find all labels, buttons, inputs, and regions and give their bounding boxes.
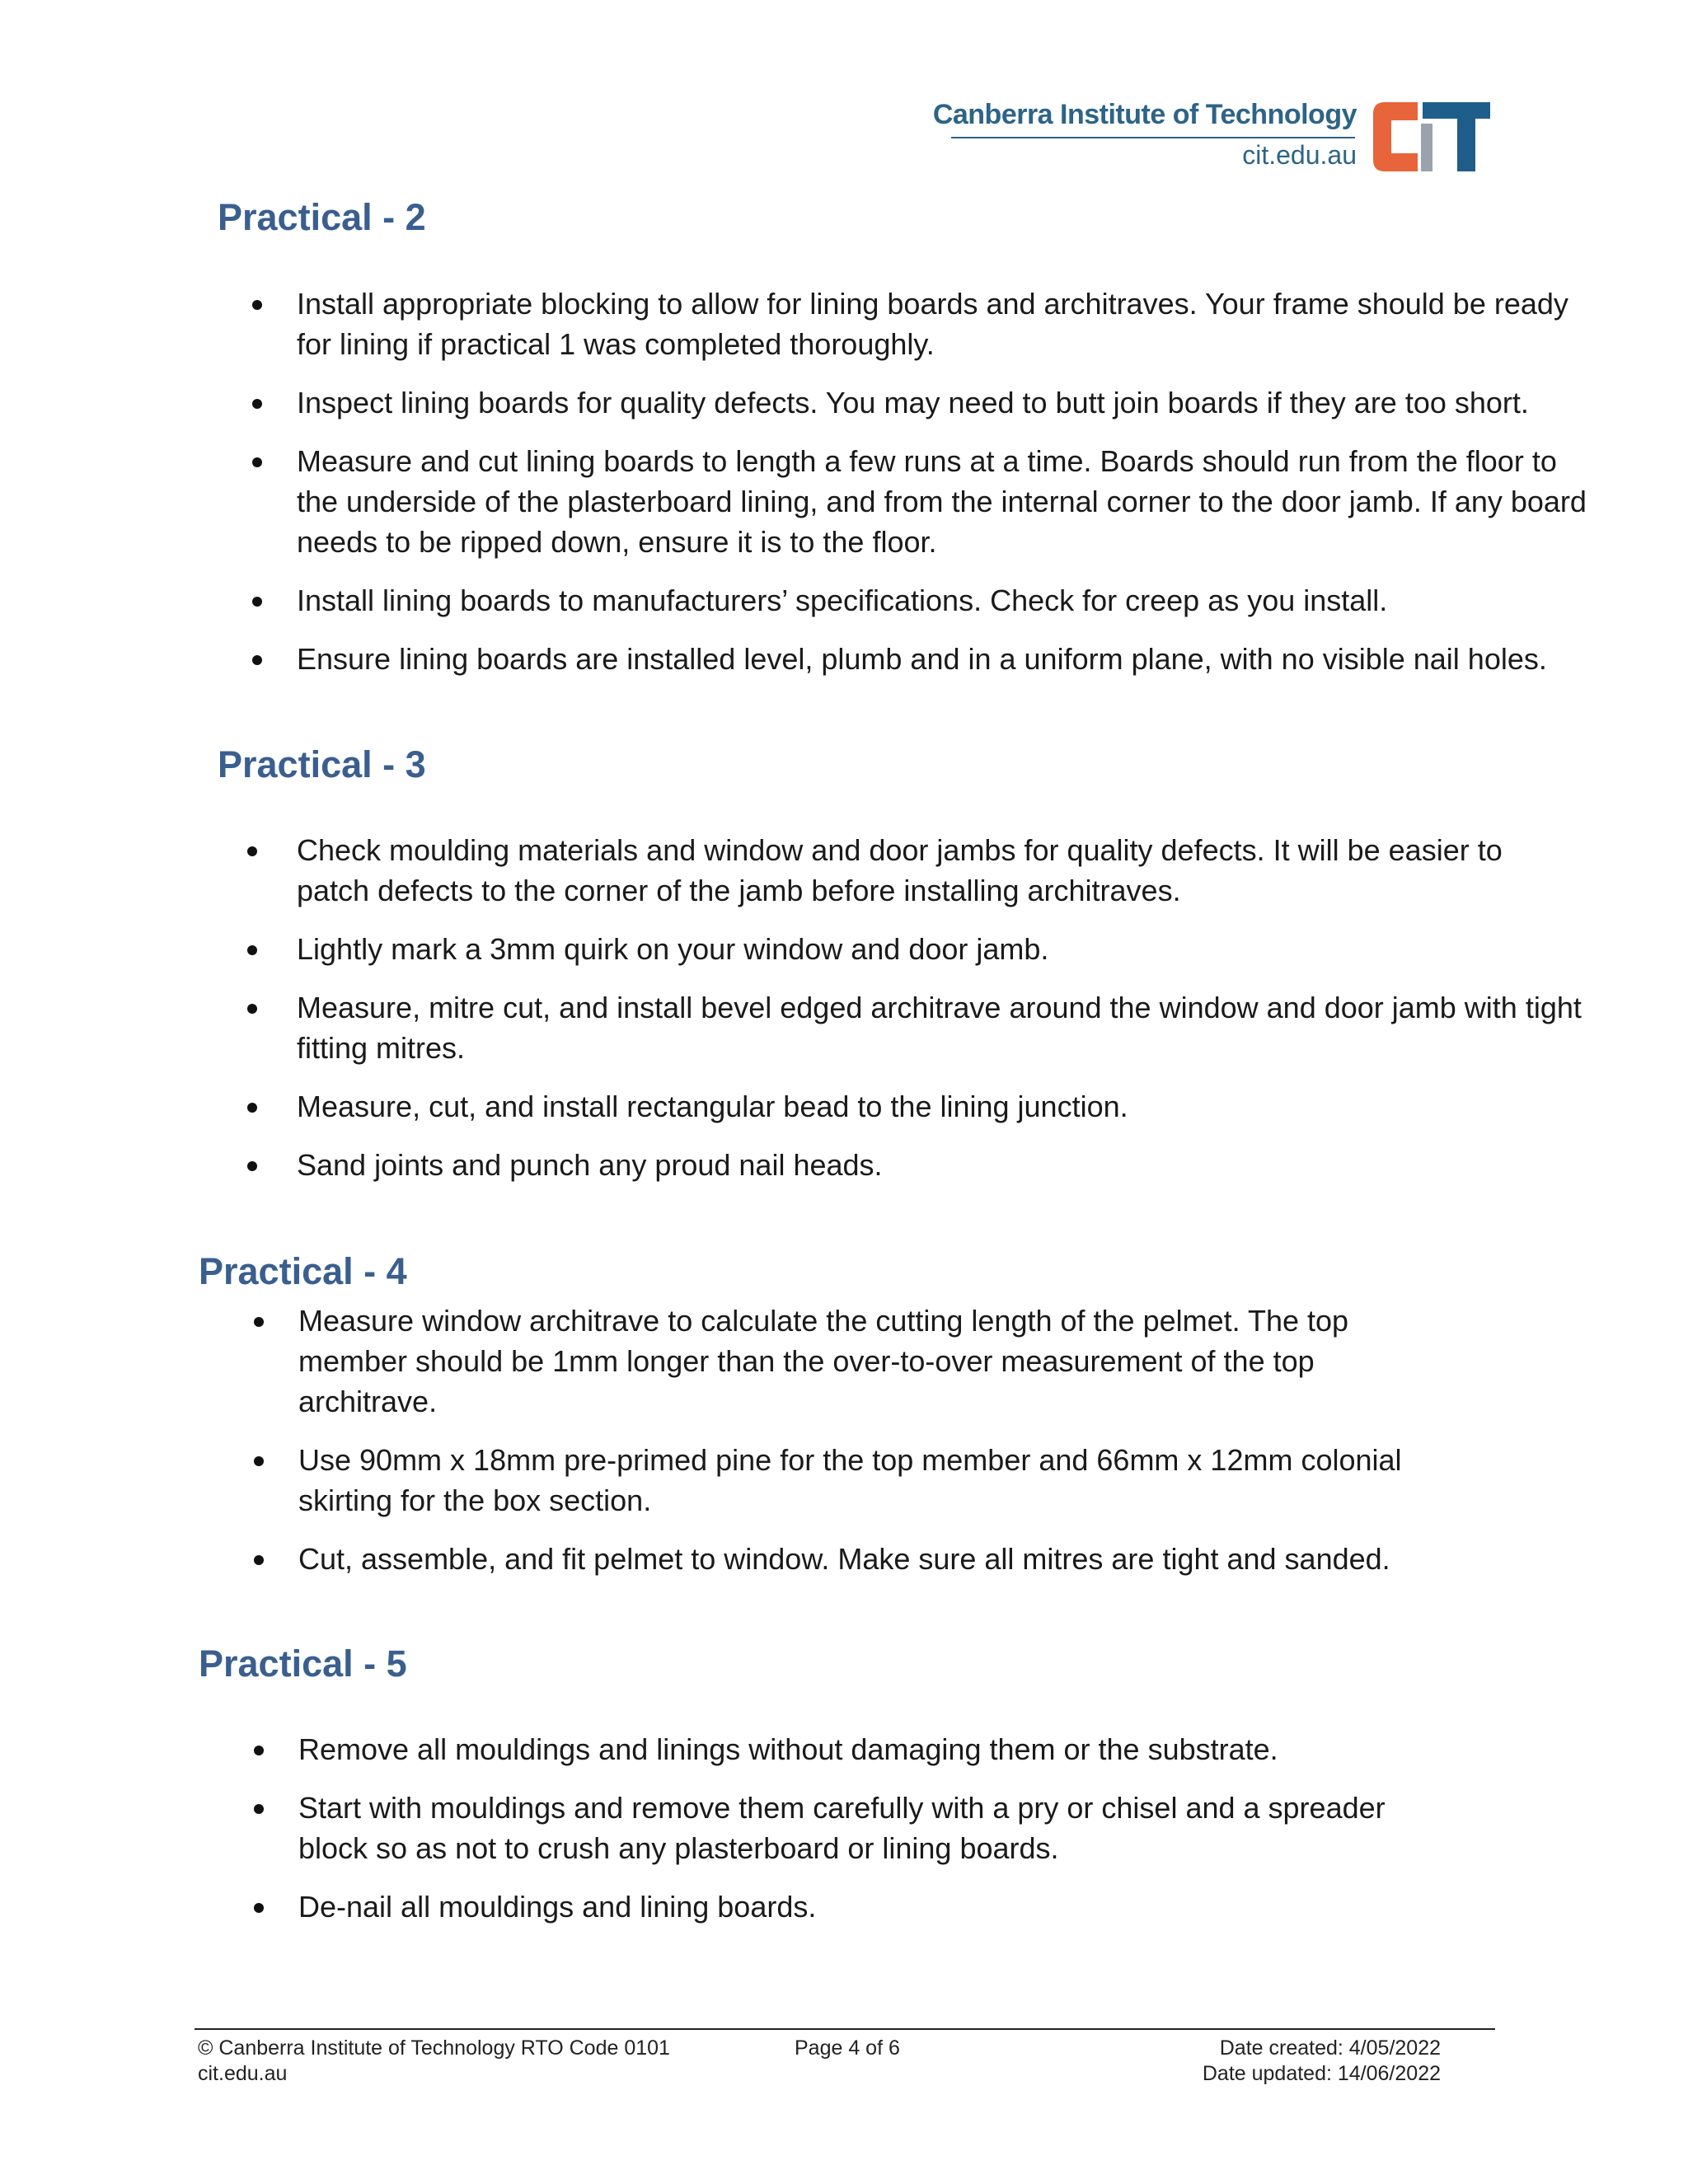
bullet-icon — [254, 1456, 264, 1466]
logo-org-name: Canberra Institute of Technology — [932, 99, 1357, 130]
footer-website: cit.edu.au — [198, 2062, 288, 2085]
logo-rule — [951, 137, 1355, 138]
bullet-icon — [252, 655, 262, 665]
bullet-list — [298, 1729, 1436, 1927]
list-item — [297, 830, 1582, 911]
logo-url: cit.edu.au — [1242, 140, 1357, 170]
list-item — [297, 987, 1582, 1068]
list-item-text: Remove all mouldings and linings without damaging them or the substrate. — [298, 1732, 1278, 1766]
footer-divider — [195, 2028, 1495, 2030]
bullet-icon — [254, 1555, 264, 1565]
list-item — [297, 639, 1599, 679]
list-item — [298, 1440, 1403, 1521]
bullet-icon — [254, 1903, 264, 1913]
list-item-text: Measure window architrave to calculate the cutting length of the pelmet. The top member should be 1mm longer than the over-to-over measurement of the top architrave. — [298, 1304, 1349, 1418]
list-item — [298, 1539, 1403, 1579]
list-item — [297, 929, 1582, 969]
list-item-text: Lightly mark a 3mm quirk on your window and door jamb. — [297, 932, 1049, 966]
section-heading: Practical - 3 — [218, 743, 426, 785]
list-item — [297, 1145, 1582, 1185]
bullet-icon — [247, 1161, 257, 1171]
list-item-text: Sand joints and punch any proud nail heads. — [297, 1148, 883, 1182]
list-item — [298, 1788, 1436, 1868]
bullet-icon — [254, 1317, 264, 1327]
footer-copyright: © Canberra Institute of Technology RTO Code 0101 — [198, 2036, 670, 2060]
footer-page-number: Page 4 of 6 — [795, 2036, 900, 2060]
list-item-text: Install lining boards to manufacturers’ specifications. Check for creep as you install. — [297, 583, 1388, 617]
list-item-text: Install appropriate blocking to allow for lining boards and architraves. Your frame should be ready for lining if practical 1 was completed thoroughly. — [297, 287, 1568, 361]
list-item-text: Use 90mm x 18mm pre-primed pine for the top member and 66mm x 12mm colonial skirting for the box section. — [298, 1443, 1402, 1517]
list-item-text: Measure, cut, and install rectangular bead to the lining junction. — [297, 1090, 1128, 1123]
bullet-icon — [254, 1804, 264, 1814]
bullet-icon — [252, 300, 262, 310]
list-item — [298, 1729, 1436, 1769]
bullet-icon — [247, 1103, 257, 1113]
bullet-icon — [254, 1746, 264, 1755]
list-item-text: Measure and cut lining boards to length a few runs at a time. Boards should run from the floor to the underside of the plasterboard lining, and from the internal corner to the door jamb. If any board needs to be ripped down, ensure it is to the floor. — [297, 444, 1587, 559]
bullet-list — [297, 284, 1599, 679]
bullet-icon — [247, 945, 257, 955]
list-item-text: Cut, assemble, and fit pelmet to window. Make sure all mitres are tight and sanded. — [298, 1542, 1390, 1576]
section-heading: Practical - 2 — [218, 196, 426, 238]
bullet-icon — [252, 457, 262, 467]
bullet-list — [297, 830, 1582, 1185]
bullet-icon — [247, 1004, 257, 1014]
footer-date-updated: Date updated: 14/06/2022 — [1202, 2062, 1441, 2085]
list-item — [297, 382, 1599, 423]
list-item-text: Check moulding materials and window and door jambs for quality defects. It will be easier to patch defects to the corner of the jamb before installing architraves. — [297, 833, 1503, 907]
list-item — [297, 441, 1599, 562]
list-item-text: Start with mouldings and remove them carefully with a pry or chisel and a spreader block so as not to crush any plasterboard or lining boards. — [298, 1791, 1386, 1865]
list-item-text: Ensure lining boards are installed level, plumb and in a uniform plane, with no visible nail holes. — [297, 642, 1547, 676]
cit-logo — [932, 96, 1492, 178]
bullet-list — [298, 1301, 1403, 1579]
section-heading: Practical - 5 — [199, 1643, 407, 1685]
list-item — [297, 284, 1599, 364]
list-item — [297, 580, 1599, 621]
bullet-icon — [252, 399, 262, 409]
bullet-icon — [247, 846, 257, 856]
list-item-text: De-nail all mouldings and lining boards. — [298, 1890, 817, 1924]
list-item-text: Measure, mitre cut, and install bevel edged architrave around the window and door jamb with tight fitting mitres. — [297, 991, 1582, 1065]
cit-logo-mark-icon — [1370, 99, 1492, 175]
list-item — [298, 1886, 1436, 1927]
section-heading: Practical - 4 — [199, 1250, 407, 1292]
footer-date-created: Date created: 4/05/2022 — [1219, 2036, 1441, 2060]
bullet-icon — [252, 597, 262, 607]
list-item — [298, 1301, 1403, 1422]
list-item — [297, 1086, 1582, 1127]
list-item-text: Inspect lining boards for quality defects. You may need to butt join boards if they are too short. — [297, 386, 1529, 419]
